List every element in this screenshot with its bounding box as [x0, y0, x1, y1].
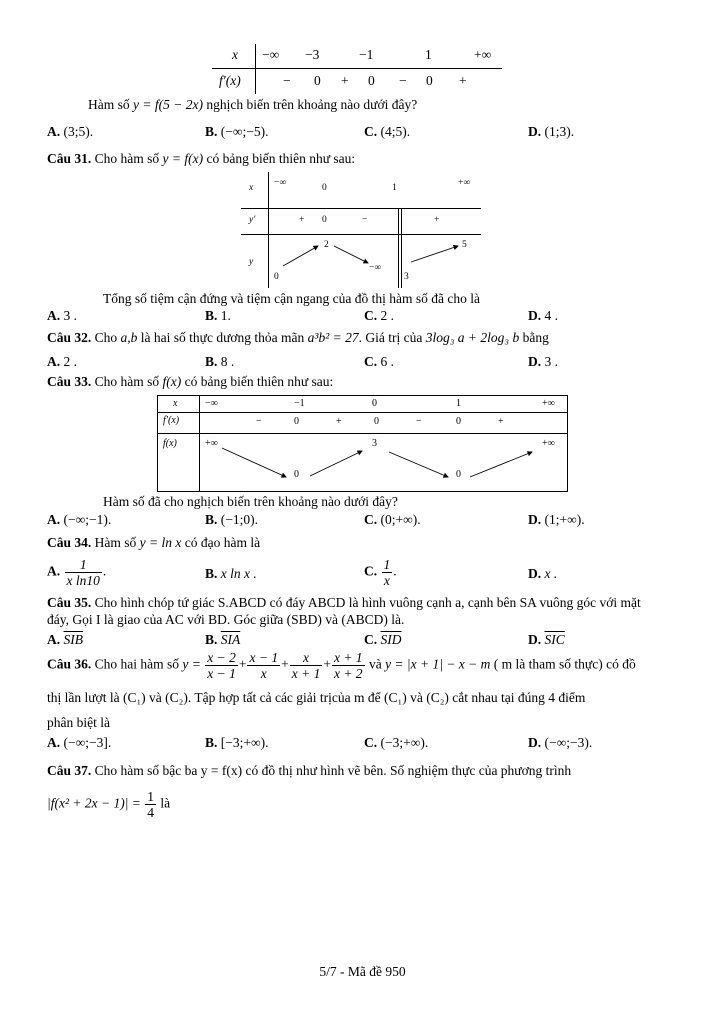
q35-stem-line2: đáy, Gọi I là giao của AC với BD. Góc giữa (SBD) và (ABCD) là. — [47, 612, 405, 627]
q31-stem: Câu 31. Cho hàm số y = f(x) có bảng biến thiên như sau: — [47, 151, 356, 166]
table1-fp-label: f′(x) — [219, 73, 241, 88]
q34-option-c[interactable]: C. $\frac{1}{x}$ . — [364, 557, 397, 588]
q34-option-b[interactable]: B. x ln x . — [205, 566, 257, 581]
q36-fraction: $\frac{x - 1}{x}$ — [249, 650, 279, 681]
q32-stem: Câu 32. Cho a,b là hai số thực dương thỏa mãn a³b² = 27. Giá trị của 3log₃ a + 2log₃ b bằng — [47, 330, 549, 345]
q33-x-val: 1 — [456, 398, 461, 409]
q33-subquestion: Hàm số đã cho nghịch biến trên khoảng nào dưới đây? — [103, 494, 398, 509]
table1-sign: − — [283, 73, 291, 88]
q31-option-d[interactable]: D. 4 . — [528, 308, 558, 323]
q34-option-a[interactable]: A. $\frac{1}{\text{x ln10}}$ . — [47, 557, 107, 588]
q33-sign: 0 — [294, 416, 299, 427]
q31-x-val: 0 — [322, 183, 327, 193]
table1-sign: + — [341, 73, 349, 88]
q33-x-val: 0 — [372, 398, 377, 409]
q36-stem-line3: phân biệt là — [47, 715, 110, 730]
q31-y-val: 5 — [462, 240, 467, 250]
angle-text: $\overline{SIC}$ — [544, 632, 565, 647]
q33-f-val: +∞ — [205, 438, 218, 449]
table1-sign: 0 — [368, 73, 375, 88]
page-footer: 5/7 - Mã đề 950 — [319, 964, 406, 979]
q30-option-a[interactable]: A. (3;5). — [47, 124, 94, 139]
table1-sign: + — [459, 73, 467, 88]
q36-fraction: $\frac{x - 2}{x - 1}$ — [207, 650, 236, 681]
q32-option-d[interactable]: D. 3 . — [528, 354, 558, 369]
q35-option-a[interactable]: A. $\overline{SIB}$ — [47, 632, 83, 647]
q33-f-val: 0 — [456, 469, 461, 480]
q31-sign: + — [299, 215, 305, 225]
q31-x-val: +∞ — [458, 178, 471, 188]
q33-arrow-down — [389, 452, 448, 477]
table1-x-val: 1 — [425, 47, 432, 62]
q30-prompt: Hàm số y = f(5 − 2x) nghịch biến trên khoảng nào dưới đây? — [88, 97, 418, 112]
q33-x-val: −1 — [294, 398, 305, 409]
q33-arrow-up — [310, 451, 362, 476]
angle-text: $\overline{SIB}$ — [63, 632, 83, 647]
table1-sign: − — [399, 73, 407, 88]
table1-x-val: −∞ — [262, 47, 280, 62]
q31-y-val: 0 — [274, 272, 279, 282]
q33-option-d[interactable]: D. (1;+∞). — [528, 512, 585, 527]
q31-option-c[interactable]: C. 2 . — [364, 308, 394, 323]
q31-y-val: 2 — [324, 240, 329, 250]
table1-sign: 0 — [426, 73, 433, 88]
table1-sign: 0 — [314, 73, 321, 88]
q35-option-d[interactable]: D. $\overline{SIC}$ — [528, 632, 565, 647]
q35-stem-line1: Câu 35. Cho hình chóp tứ giác S.ABCD có đáy ABCD là hình vuông cạnh a, cạnh bên SA vuông góc với mặt — [47, 595, 641, 610]
angle-text: $\overline{SIA}$ — [220, 632, 241, 647]
q34-option-a-fraction: $\frac{1}{\text{x ln10}}$ — [66, 557, 100, 588]
table1-x-val: +∞ — [474, 47, 492, 62]
q36-fraction: $\frac{x + 1}{x + 2}$ — [333, 650, 363, 681]
q33-x-val: −∞ — [205, 398, 218, 409]
q33-sign: − — [256, 416, 262, 427]
q33-f-val: +∞ — [542, 438, 555, 449]
q33-f-label: f(x) — [163, 438, 177, 449]
q34-stem: Câu 34. Hàm số y = ln x có đạo hàm là — [47, 535, 261, 550]
q31-option-b[interactable]: B. 1. — [205, 308, 231, 323]
q31-x-val: −∞ — [274, 178, 287, 188]
table1-x-val: −3 — [305, 47, 320, 62]
q33-f-val: 0 — [294, 469, 299, 480]
q36-stem-line2: thị lần lượt là (C₁) và (C₂). Tập hợp tất cả các giải trịcủa m để (C₁) và (C₂) cắt nhau tại đúng 4 điểm — [47, 690, 586, 705]
q33-x-val: +∞ — [542, 398, 555, 409]
q33-sign: + — [498, 416, 504, 427]
q33-arrows — [0, 0, 725, 500]
q30-option-d[interactable]: D. (1;3). — [528, 124, 575, 139]
q33-sign: − — [416, 416, 422, 427]
q32-option-b[interactable]: B. 8 . — [205, 354, 235, 369]
q33-stem: Câu 33. Cho hàm số f(x) có bảng biến thiên như sau: — [47, 374, 334, 389]
q31-sign: − — [362, 215, 368, 225]
q36-fraction: $\frac{x}{x + 1}$ — [291, 650, 321, 681]
q36-option-d[interactable]: D. (−∞;−3). — [528, 735, 593, 750]
q36-option-c[interactable]: C. (−3;+∞). — [364, 735, 429, 750]
q33-sign: 0 — [456, 416, 461, 427]
q34-option-c-fraction: $\frac{1}{x}$ — [383, 557, 391, 588]
q33-arrow-down — [222, 448, 286, 477]
q33-option-c[interactable]: C. (0;+∞). — [364, 512, 421, 527]
q33-arrow-up — [470, 452, 532, 477]
q37-stem-line1: Câu 37. Cho hàm số bậc ba y = f(x) có đồ thị như hình vẽ bên. Số nghiệm thực của phương trình — [47, 763, 572, 778]
q31-x-label: x — [249, 183, 254, 193]
q31-sign: 0 — [322, 215, 327, 225]
q31-x-val: 1 — [392, 183, 397, 193]
q31-y-val: 3 — [404, 272, 409, 282]
q30-option-b[interactable]: B. (−∞;−5). — [205, 124, 269, 139]
angle-text: $\overline{SID}$ — [380, 632, 402, 647]
table1-x-val: −1 — [359, 47, 374, 62]
q31-subquestion: Tổng số tiệm cận đứng và tiệm cận ngang của đồ thị hàm số đã cho là — [103, 291, 480, 306]
q30-option-c[interactable]: C. (4;5). — [364, 124, 411, 139]
q36-option-b[interactable]: B. [−3;+∞). — [205, 735, 269, 750]
q32-option-a[interactable]: A. 2 . — [47, 354, 77, 369]
q36-stem-line1: Câu 36. Cho hai hàm số y = $\frac{x - 2}{x - 1}$ + $\frac{x - 1}{x}$ + $\frac{x}{x + 1}$ + $\frac{x + 1}{x + 2}$ và y = |x + 1| − x − m ( m là tham số thực) có đồ — [47, 650, 636, 681]
q37-equation: |f(x² + 2x − 1)| = $\frac{1}{4}$ là — [47, 789, 171, 820]
q32-option-c[interactable]: C. 6 . — [364, 354, 394, 369]
q33-f-val: 3 — [372, 438, 377, 449]
q31-option-a[interactable]: A. 3 . — [47, 308, 77, 323]
q37-fraction: $\frac{1}{4}$ — [147, 789, 155, 820]
q31-yp-label: y' — [249, 215, 256, 225]
q35-option-b[interactable]: B. $\overline{SIA}$ — [205, 632, 241, 647]
q33-sign: 0 — [374, 416, 379, 427]
q33-option-a[interactable]: A. (−∞;−1). — [47, 512, 112, 527]
q33-sign: + — [336, 416, 342, 427]
q36-option-a[interactable]: A. (−∞;−3]. — [47, 735, 112, 750]
q33-fp-label: f′(x) — [163, 415, 180, 426]
q31-y-label: y — [249, 257, 254, 267]
q31-sign: + — [434, 215, 440, 225]
q35-option-c[interactable]: C. $\overline{SID}$ — [364, 632, 402, 647]
q33-x-label: x — [173, 398, 178, 409]
q33-option-b[interactable]: B. (−1;0). — [205, 512, 258, 527]
q31-y-val: −∞ — [369, 263, 382, 273]
table1-x-label: x — [232, 47, 238, 62]
q34-option-d[interactable]: D. x . — [528, 566, 558, 581]
